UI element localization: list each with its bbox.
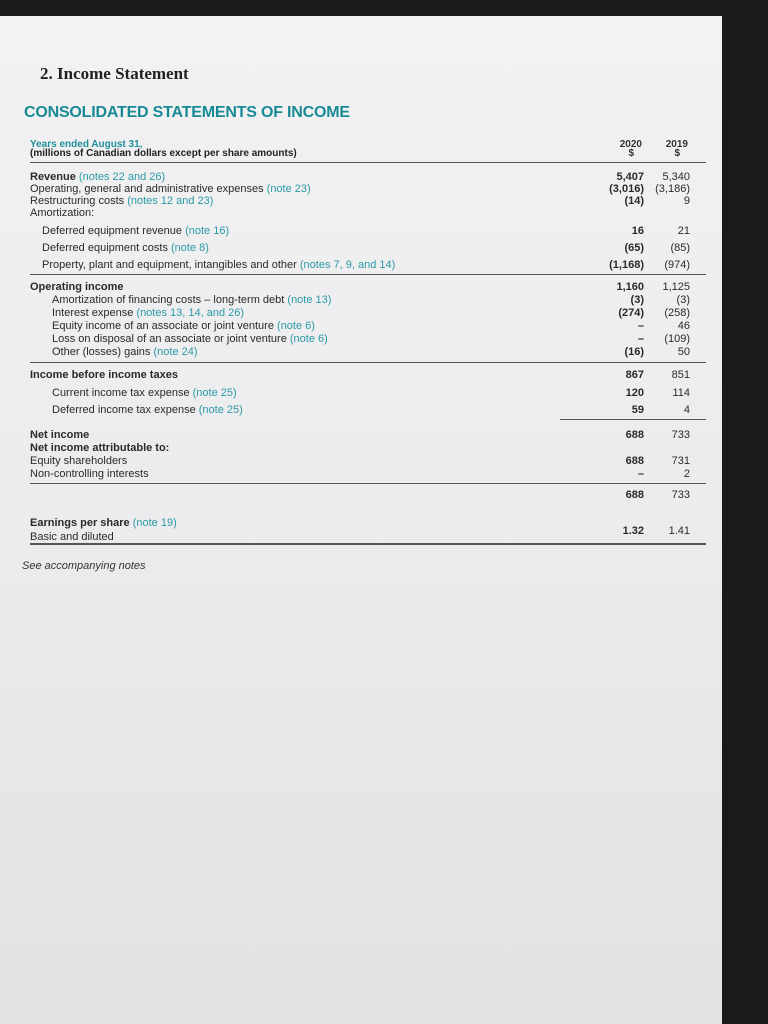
value-2019: 1,125: [662, 281, 690, 293]
table-row: Other (losses) gains (note 24) (16) 50: [52, 346, 690, 358]
value-2019: 50: [677, 346, 690, 358]
value-2020: –: [637, 468, 644, 480]
value-2020: 688: [625, 429, 644, 441]
value-2019: 21: [677, 225, 690, 237]
value-2020: –: [637, 320, 644, 332]
see-notes: See accompanying notes: [22, 560, 146, 572]
value-2019: (109): [664, 333, 690, 345]
table-row: Deferred equipment revenue (note 16) 16 21: [42, 225, 690, 237]
value-2020: (1,168): [609, 259, 644, 271]
value-2019: 733: [671, 429, 690, 441]
value-2019: 731: [671, 455, 690, 467]
value-2020: 59: [631, 404, 644, 416]
rule-operating: [30, 274, 706, 275]
value-2019: 46: [677, 320, 690, 332]
value-2019: 1.41: [668, 525, 690, 537]
value-2020: –: [637, 333, 644, 345]
statement-title: CONSOLIDATED STATEMENTS OF INCOME: [24, 104, 350, 121]
value-2019: 9: [683, 195, 690, 207]
table-row: Current income tax expense (note 25) 120 114: [52, 387, 690, 399]
value-2019: (3): [676, 294, 690, 306]
section-heading: 2. Income Statement: [40, 64, 189, 83]
table-row: Amortization of financing costs – long-term debt (note 13) (3) (3): [52, 294, 690, 306]
table-row: Deferred income tax expense (note 25) 59 4: [52, 404, 690, 416]
table-row: Operating income 1,160 1,125: [30, 281, 690, 293]
value-2019: 2: [683, 468, 690, 480]
value-2020: (274): [618, 307, 644, 319]
rule-eps: [30, 543, 706, 545]
value-2020: (16): [624, 346, 644, 358]
value-2020: 1,160: [616, 281, 644, 293]
value-2020: (14): [624, 195, 644, 207]
table-row: Deferred equipment costs (note 8) (65) (85): [42, 242, 690, 254]
table-row: Income before income taxes 867 851: [30, 369, 690, 381]
rule-before-tax: [30, 362, 706, 363]
table-row: Basic and diluted 1.32 1.41: [30, 525, 690, 543]
table-row: Equity income of an associate or joint venture (note 6) – 46: [52, 320, 690, 332]
value-2020: (3,016): [609, 183, 644, 195]
statement-page: [0, 16, 722, 1024]
value-2020: (3): [630, 294, 644, 306]
value-2020: (65): [624, 242, 644, 254]
value-2020: 688: [625, 455, 644, 467]
table-row: Loss on disposal of an associate or joint venture (note 6) – (109): [52, 333, 690, 345]
value-2020: 5,407: [616, 171, 644, 183]
value-2019: (3,186): [655, 183, 690, 195]
table-row: Amortization:: [30, 207, 95, 219]
period-label: Years ended August 31,: [30, 139, 143, 150]
col-2019-unit: $: [674, 148, 680, 159]
table-row: Revenue (notes 22 and 26) 5,407 5,340: [30, 171, 690, 183]
value-2020: 16: [631, 225, 644, 237]
table-row: Non-controlling interests – 2: [30, 468, 690, 480]
value-2020: 1.32: [622, 525, 644, 537]
table-row: Operating, general and administrative expenses (note 23) (3,016) (3,186): [30, 183, 690, 195]
value-2019: 114: [672, 387, 690, 399]
table-row: Equity shareholders 688 731: [30, 455, 690, 467]
col-2019-header: 2019: [665, 139, 688, 150]
table-row: Net income attributable to:: [30, 442, 170, 454]
value-2019: (258): [664, 307, 690, 319]
table-row: Earnings per share (note 19): [30, 517, 177, 529]
table-row: Net income 688 733: [30, 429, 690, 441]
table-row: Restructuring costs (notes 12 and 23) (14) 9: [30, 195, 690, 207]
value-2020: 867: [625, 369, 644, 381]
header-row-2: [30, 147, 706, 161]
units-label: (millions of Canadian dollars except per share amounts): [30, 148, 297, 159]
rule-tax: [560, 419, 706, 420]
header-rule: [30, 162, 706, 163]
table-row: Interest expense (notes 13, 14, and 26) (274) (258): [52, 307, 690, 319]
value-2019: (974): [664, 259, 690, 271]
table-row: [30, 488, 706, 502]
value-2020: 120: [625, 387, 644, 399]
value-2019: 5,340: [662, 171, 690, 183]
value-2019: 733: [671, 489, 690, 501]
table-row: Property, plant and equipment, intangibles and other (notes 7, 9, and 14) (1,168) (974): [42, 259, 690, 271]
col-2020-header: 2020: [619, 139, 642, 150]
value-2019: 4: [683, 404, 690, 416]
value-2019: (85): [670, 242, 690, 254]
rule-attributable: [30, 483, 706, 484]
col-2020-unit: $: [628, 148, 634, 159]
value-2020: 688: [625, 489, 644, 501]
value-2019: 851: [671, 369, 690, 381]
